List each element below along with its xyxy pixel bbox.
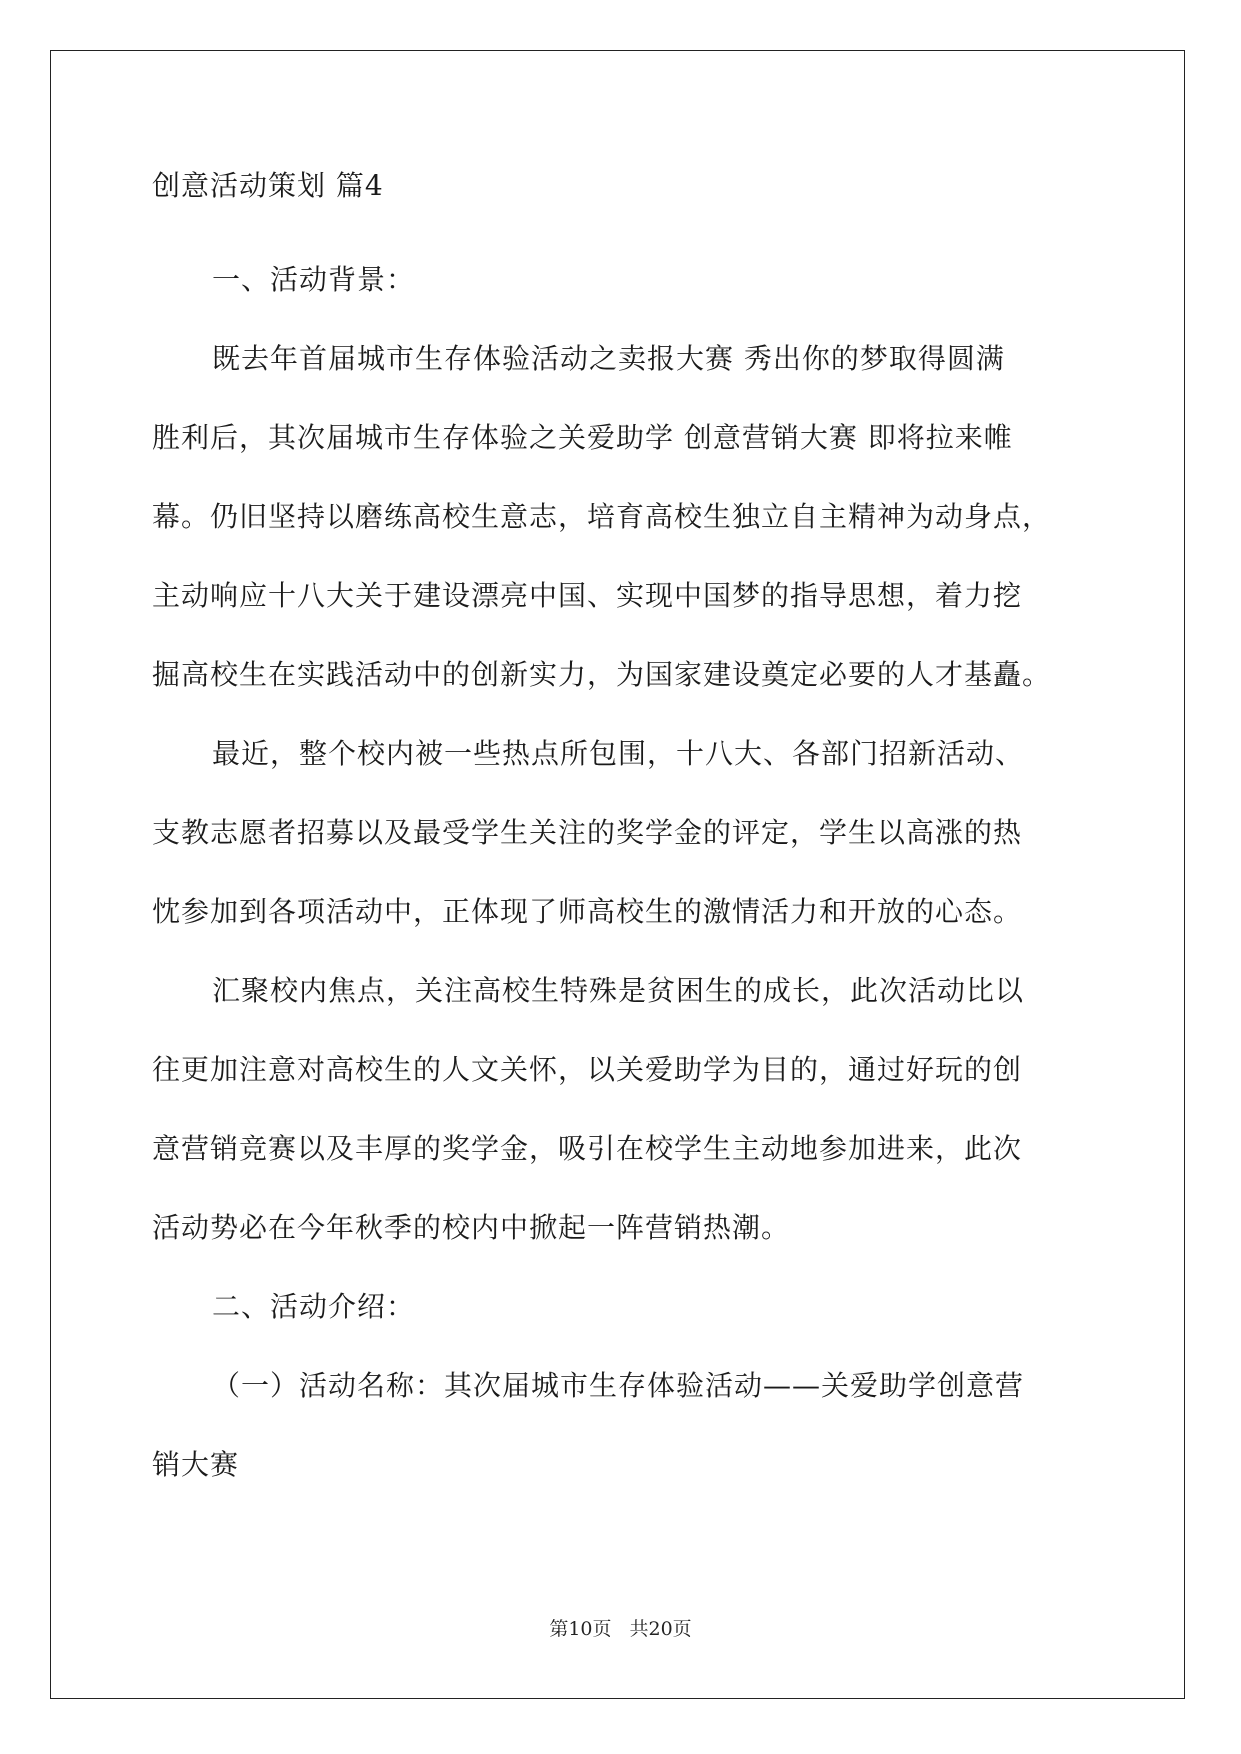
page-number: 第10页 [549,1618,612,1640]
body-line: 既去年首届城市生存体验活动之卖报大赛 秀出你的梦取得圆满 [212,342,1005,375]
document-body [152,160,1092,1504]
body-line: 忱参加到各项活动中，正体现了师高校生的激情活力和开放的心态。 [152,895,1023,928]
body-line: 一、活动背景： [212,263,416,296]
body-line: 活动势必在今年秋季的校内中掀起一阵营销热潮。 [152,1211,791,1244]
title-spacer [152,160,1092,240]
page-footer [0,1617,1241,1641]
body-line: 掘高校生在实践活动中的创新实力，为国家建设奠定必要的人才基矗。 [152,658,1052,691]
body-line: （一）活动名称：其次届城市生存体验活动——关爱助学创意营 [212,1369,1025,1402]
body-line: 二、活动介绍： [212,1290,416,1323]
page-total: 共20页 [629,1618,692,1640]
body-line: 最近，整个校内被一些热点所包围，十八大、各部门招新活动、 [212,737,1025,770]
body-line: 幕。仍旧坚持以磨练高校生意志，培育高校生独立自主精神为动身点， [152,500,1052,533]
body-line: 销大赛 [152,1448,240,1481]
body-line: 汇聚校内焦点，关注高校生特殊是贫困生的成长，此次活动比以 [212,974,1025,1007]
body-line: 胜利后，其次届城市生存体验之关爱助学 创意营销大赛 即将拉来帷 [152,421,1013,454]
body-line: 往更加注意对高校生的人文关怀，以关爱助学为目的，通过好玩的创 [152,1053,1023,1086]
document-title: 创意活动策划 篇4 [152,169,384,202]
body-line: 意营销竞赛以及丰厚的奖学金，吸引在校学生主动地参加进来，此次 [152,1132,1023,1165]
body-line: 主动响应十八大关于建设漂亮中国、实现中国梦的指导思想，着力挖 [152,579,1023,612]
body-line: 支教志愿者招募以及最受学生关注的奖学金的评定，学生以高涨的热 [152,816,1023,849]
